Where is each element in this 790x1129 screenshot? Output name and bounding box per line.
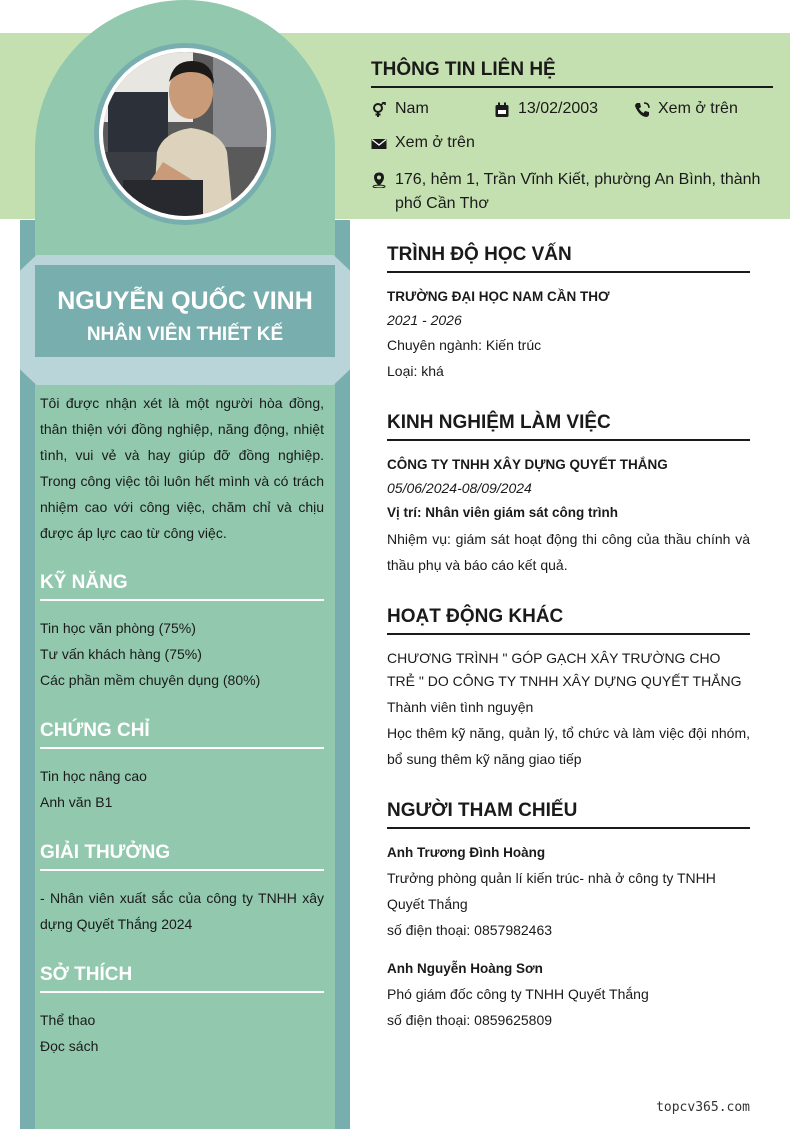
job-duty: Nhiệm vụ: giám sát hoạt động thi công của thầu chính và thầu phụ và báo cáo kết quả.	[387, 531, 750, 573]
reference-position: Phó giám đốc công ty TNHH Quyết Thắng	[387, 986, 649, 1002]
hobbies-list	[40, 1007, 324, 1059]
job-position: Vị trí: Nhân viên giám sát công trình	[387, 505, 619, 520]
reference-name: Anh Trương Đình Hoàng	[387, 845, 546, 860]
skills-title: KỸ NĂNG	[40, 572, 324, 601]
contact-phone	[634, 100, 738, 118]
location-pin-icon	[371, 172, 387, 188]
gender-value: Nam	[395, 100, 429, 117]
activity-program: CHƯƠNG TRÌNH " GÓP GẠCH XÂY TRƯỜNG CHO TRẺ " DO CÔNG TY TNHH XÂY DỰNG QUYẾT THẮNG	[387, 650, 742, 689]
avatar	[103, 52, 267, 216]
birthday-value: 13/02/2003	[518, 100, 599, 117]
certificate-item: Tin học nâng cao	[40, 768, 147, 784]
calendar-icon	[494, 102, 510, 118]
certificate-item: Anh văn B1	[40, 794, 113, 810]
contact-title: THÔNG TIN LIÊN HỆ	[371, 59, 773, 88]
address-value: 176, hẻm 1, Trần Vĩnh Kiết, phường An Bình, thành phố Cần Thơ	[395, 171, 761, 212]
awards-title: GIẢI THƯỞNG	[40, 842, 324, 871]
phone-value: Xem ở trên	[658, 100, 738, 117]
avatar-frame	[99, 48, 271, 220]
certificates-list	[40, 763, 324, 815]
reference-name: Anh Nguyễn Hoàng Sơn	[387, 961, 543, 976]
skill-item: Tư vấn khách hàng (75%)	[40, 646, 202, 662]
school-name: TRƯỜNG ĐẠI HỌC NAM CẦN THƠ	[387, 289, 610, 304]
contact-gender	[371, 100, 429, 118]
contact-email	[371, 134, 475, 152]
footer-watermark: topcv365.com	[656, 1100, 750, 1115]
avatar-ring	[94, 43, 276, 225]
education-major: Chuyên ngành: Kiến trúc	[387, 337, 542, 353]
experience-title: KINH NGHIỆM LÀM VIỆC	[387, 412, 750, 441]
gender-icon	[371, 102, 387, 118]
education-grade: Loại: khá	[387, 363, 444, 379]
email-value: Xem ở trên	[395, 134, 475, 151]
reference-phone: số điện thoại: 0859625809	[387, 1012, 553, 1028]
contact-address	[371, 168, 761, 216]
portrait-photo	[103, 52, 267, 216]
candidate-role: NHÂN VIÊN THIẾT KẾ	[86, 324, 284, 345]
profile-summary: Tôi được nhận xét là một người hòa đồng, thân thiện với đồng nghiệp, năng động, nhiệt tình, vui vẻ và hay giúp đỡ đồng nghiệp. Trong công việc tôi luôn hết mình và có trách nhiệm cao với công việc, chăm chỉ và chịu được áp lực cao từ công việc.	[40, 395, 324, 541]
skills-list	[40, 615, 324, 693]
hobby-item: Thể thao	[40, 1012, 96, 1028]
company-name: CÔNG TY TNHH XÂY DỰNG QUYẾT THẮNG	[387, 457, 668, 472]
hobby-item: Đọc sách	[40, 1038, 99, 1054]
references-title: NGƯỜI THAM CHIẾU	[387, 800, 750, 829]
activity-role: Thành viên tình nguyện	[387, 699, 534, 715]
activities-title: HOẠT ĐỘNG KHÁC	[387, 606, 750, 635]
candidate-name: NGUYỄN QUỐC VINH	[57, 287, 313, 315]
phone-icon	[634, 102, 650, 118]
skill-item: Các phần mềm chuyên dụng (80%)	[40, 672, 261, 688]
education-title: TRÌNH ĐỘ HỌC VẤN	[387, 244, 750, 273]
hobbies-title: SỞ THÍCH	[40, 964, 324, 993]
reference-phone: số điện thoại: 0857982463	[387, 922, 553, 938]
education-period: 2021 - 2026	[387, 312, 462, 328]
reference-position: Trưởng phòng quản lí kiến trúc- nhà ở công ty TNHH Quyết Thắng	[387, 870, 716, 912]
activity-learned: Học thêm kỹ năng, quản lý, tổ chức và làm việc đội nhóm, bổ sung thêm kỹ năng giao tiếp	[387, 725, 750, 767]
certificates-title: CHỨNG CHỈ	[40, 720, 324, 749]
award-text: - Nhân viên xuất sắc của công ty TNHH xây dựng Quyết Thắng 2024	[40, 890, 324, 932]
experience-period: 05/06/2024-08/09/2024	[387, 480, 532, 496]
envelope-icon	[371, 136, 387, 152]
skill-item: Tin học văn phòng (75%)	[40, 620, 196, 636]
contact-birthday	[494, 100, 598, 118]
